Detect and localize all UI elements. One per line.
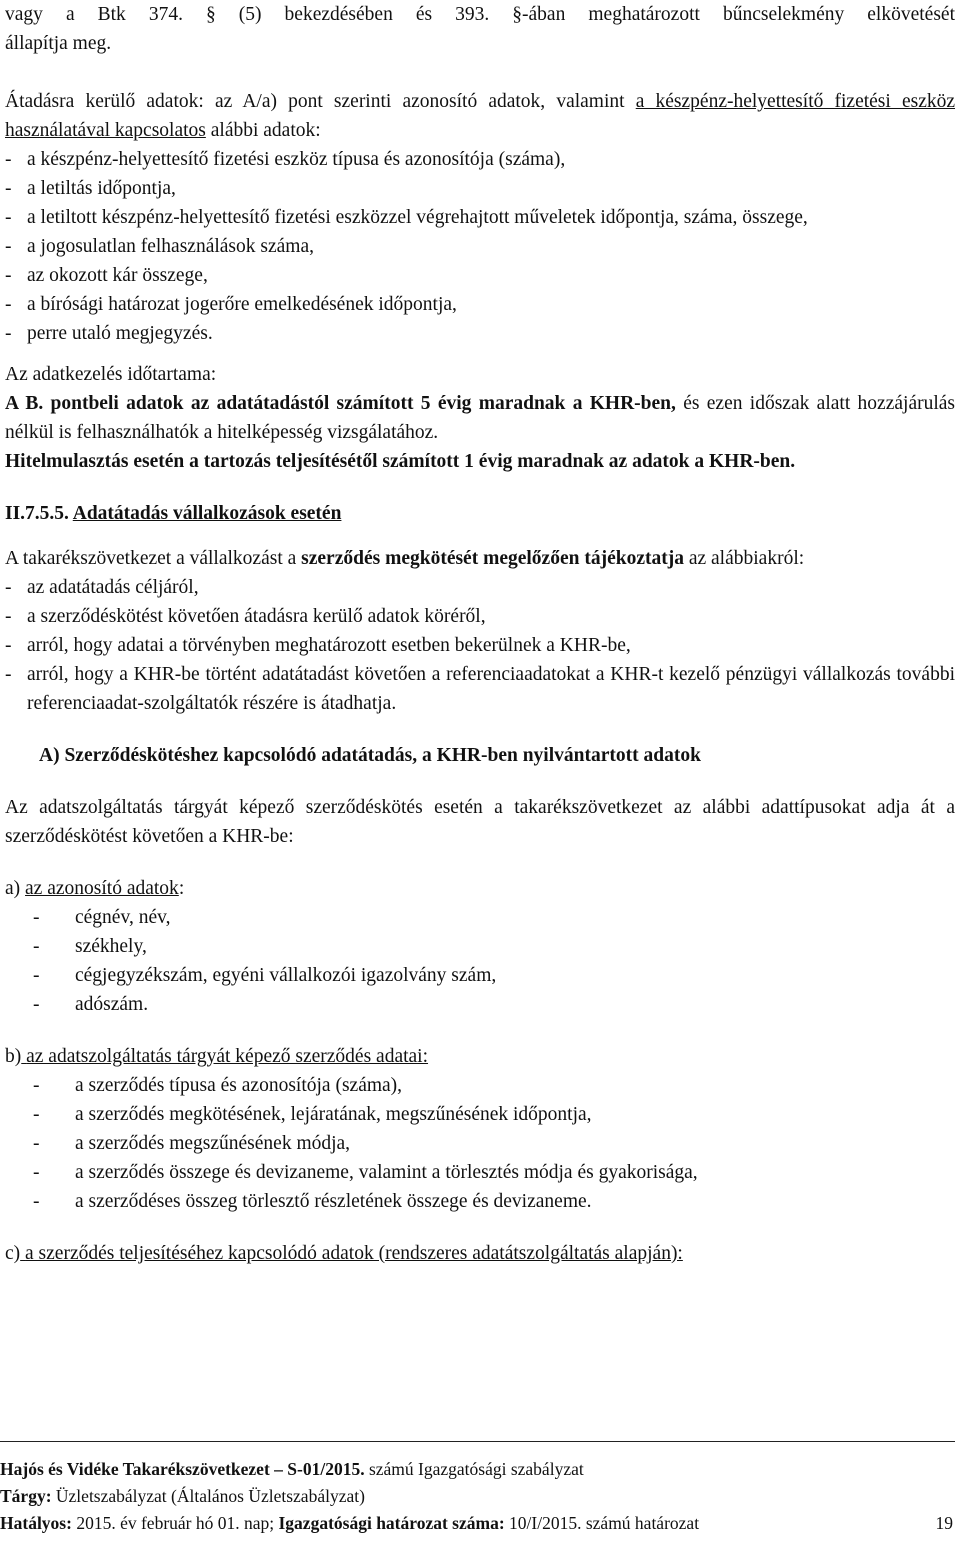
- list-item: - adószám.: [33, 994, 149, 1015]
- subsection-a-title: A) Szerződéskötéshez kapcsolódó adatátadás, a KHR-ben nyilvántartott adatok: [39, 745, 701, 766]
- list-item: - cégjegyzékszám, egyéni vállalkozói igazolvány szám,: [33, 965, 497, 986]
- list-item: - a szerződés típusa és azonosítója (száma),: [33, 1075, 403, 1096]
- list-c-heading: c) a szerződés teljesítéséhez kapcsolódó adatok (rendszeres adatátszolgáltatás alapján):: [5, 1243, 683, 1264]
- list-item: - a szerződés összege és devizaneme, valamint a törlesztés módja és gyakorisága,: [33, 1162, 698, 1183]
- list-b-heading: b) az adatszolgáltatás tárgyát képező szerződés adatai:: [5, 1046, 429, 1067]
- transfer-intro: Átadásra kerülő adatok: az A/a) pont szerinti azonosító adatok, valamint a készpénz-helyettesítő fizetési eszköz használatával kapcsolatos alábbi adatok:: [5, 91, 956, 141]
- list-item: - a szerződéses összeg törlesztő részletének összege és devizaneme.: [33, 1191, 592, 1212]
- page-number: 19: [935, 1513, 953, 1533]
- inform-intro: A takarékszövetkezet a vállalkozást a szerződés megkötését megelőzően tájékoztatja az alábbiakról:: [5, 548, 805, 569]
- top-line-1: vagy a Btk 374. § (5) bekezdésében és 393. §-ában meghatározott bűncselekmény elkövetését: [5, 4, 955, 25]
- list-item: - a bírósági határozat jogerőre emelkedésének időpontja,: [5, 294, 457, 315]
- list-b: [5, 1071, 955, 1216]
- duration-text: A B. pontbeli adatok az adatátadástól számított 5 évig maradnak a KHR-ben, és ezen időszak alatt hozzájárulás nélkül is felhasználhatók a hitelképesség vizsgálatához.: [5, 393, 956, 443]
- duration-label: Az adatkezelés időtartama:: [5, 364, 217, 385]
- inform-list: [5, 573, 955, 718]
- list-item: - a letiltás időpontja,: [5, 178, 176, 199]
- transfer-intro-underlined: a készpénz-helyettesítő fizetési eszköz használatával kapcsolatos: [5, 91, 956, 141]
- duration-default-text: Hitelmulasztás esetén a tartozás teljesítésétől számított 1 évig maradnak az adatok a KHR-ben.: [5, 451, 796, 472]
- list-item: - székhely,: [33, 936, 147, 957]
- section-heading: [5, 499, 955, 528]
- list-item: - a jogosulatlan felhasználások száma,: [5, 236, 314, 257]
- list-item: - arról, hogy a KHR-be történt adatátadást követően a referenciaadatokat a KHR-t kezelő pénzügyi vállalkozás további referenciaadat-szolgáltatók részére is átadhatja.: [5, 664, 955, 714]
- list-item: - a szerződés megszűnésének módja,: [33, 1133, 351, 1154]
- list-item: - cégnév, név,: [33, 907, 171, 928]
- page-footer: [0, 1441, 955, 1537]
- list-item: - a szerződés megkötésének, lejáratának, megszűnésének időpontja,: [33, 1104, 592, 1125]
- top-line-2: állapítja meg.: [5, 33, 112, 54]
- list-item: - az okozott kár összege,: [5, 265, 208, 286]
- footer-subject-line: Tárgy: Üzletszabályzat (Általános Üzletszabályzat): [0, 1486, 365, 1506]
- footer-org-line: Hajós és Vidéke Takarékszövetkezet – S-01/2015. számú Igazgatósági szabályzat: [0, 1459, 584, 1479]
- list-item: - a készpénz-helyettesítő fizetési eszköz típusa és azonosítója (száma),: [5, 149, 566, 170]
- list-item: - arról, hogy adatai a törvényben meghatározott esetben bekerülnek a KHR-be,: [5, 635, 631, 656]
- section-number: II.7.5.5.: [5, 503, 69, 524]
- list-item: - a szerződéskötést követően átadásra kerülő adatok köréről,: [5, 606, 486, 627]
- list-a-heading: a) az azonosító adatok:: [5, 878, 185, 899]
- list-item: - perre utaló megjegyzés.: [5, 323, 213, 344]
- list-item: - az adatátadás céljáról,: [5, 577, 199, 598]
- document-page: [5, 0, 955, 1268]
- list-item: - a letiltott készpénz-helyettesítő fizetési eszközzel végrehajtott műveletek időpontja, száma, összege,: [5, 207, 808, 228]
- section-title: Adatátadás vállalkozások esetén: [72, 503, 342, 524]
- transfer-list: [5, 145, 955, 348]
- subsection-a-intro: Az adatszolgáltatás tárgyát képező szerződéskötés esetén a takarékszövetkezet az alábbi adattípusokat adja át a szerződéskötést követően a KHR-be:: [5, 797, 955, 847]
- footer-effective-line: Hatályos: 2015. év február hó 01. nap; Igazgatósági határozat száma: 10/I/2015. számú határozat 19: [0, 1510, 955, 1537]
- list-a: [5, 903, 955, 1019]
